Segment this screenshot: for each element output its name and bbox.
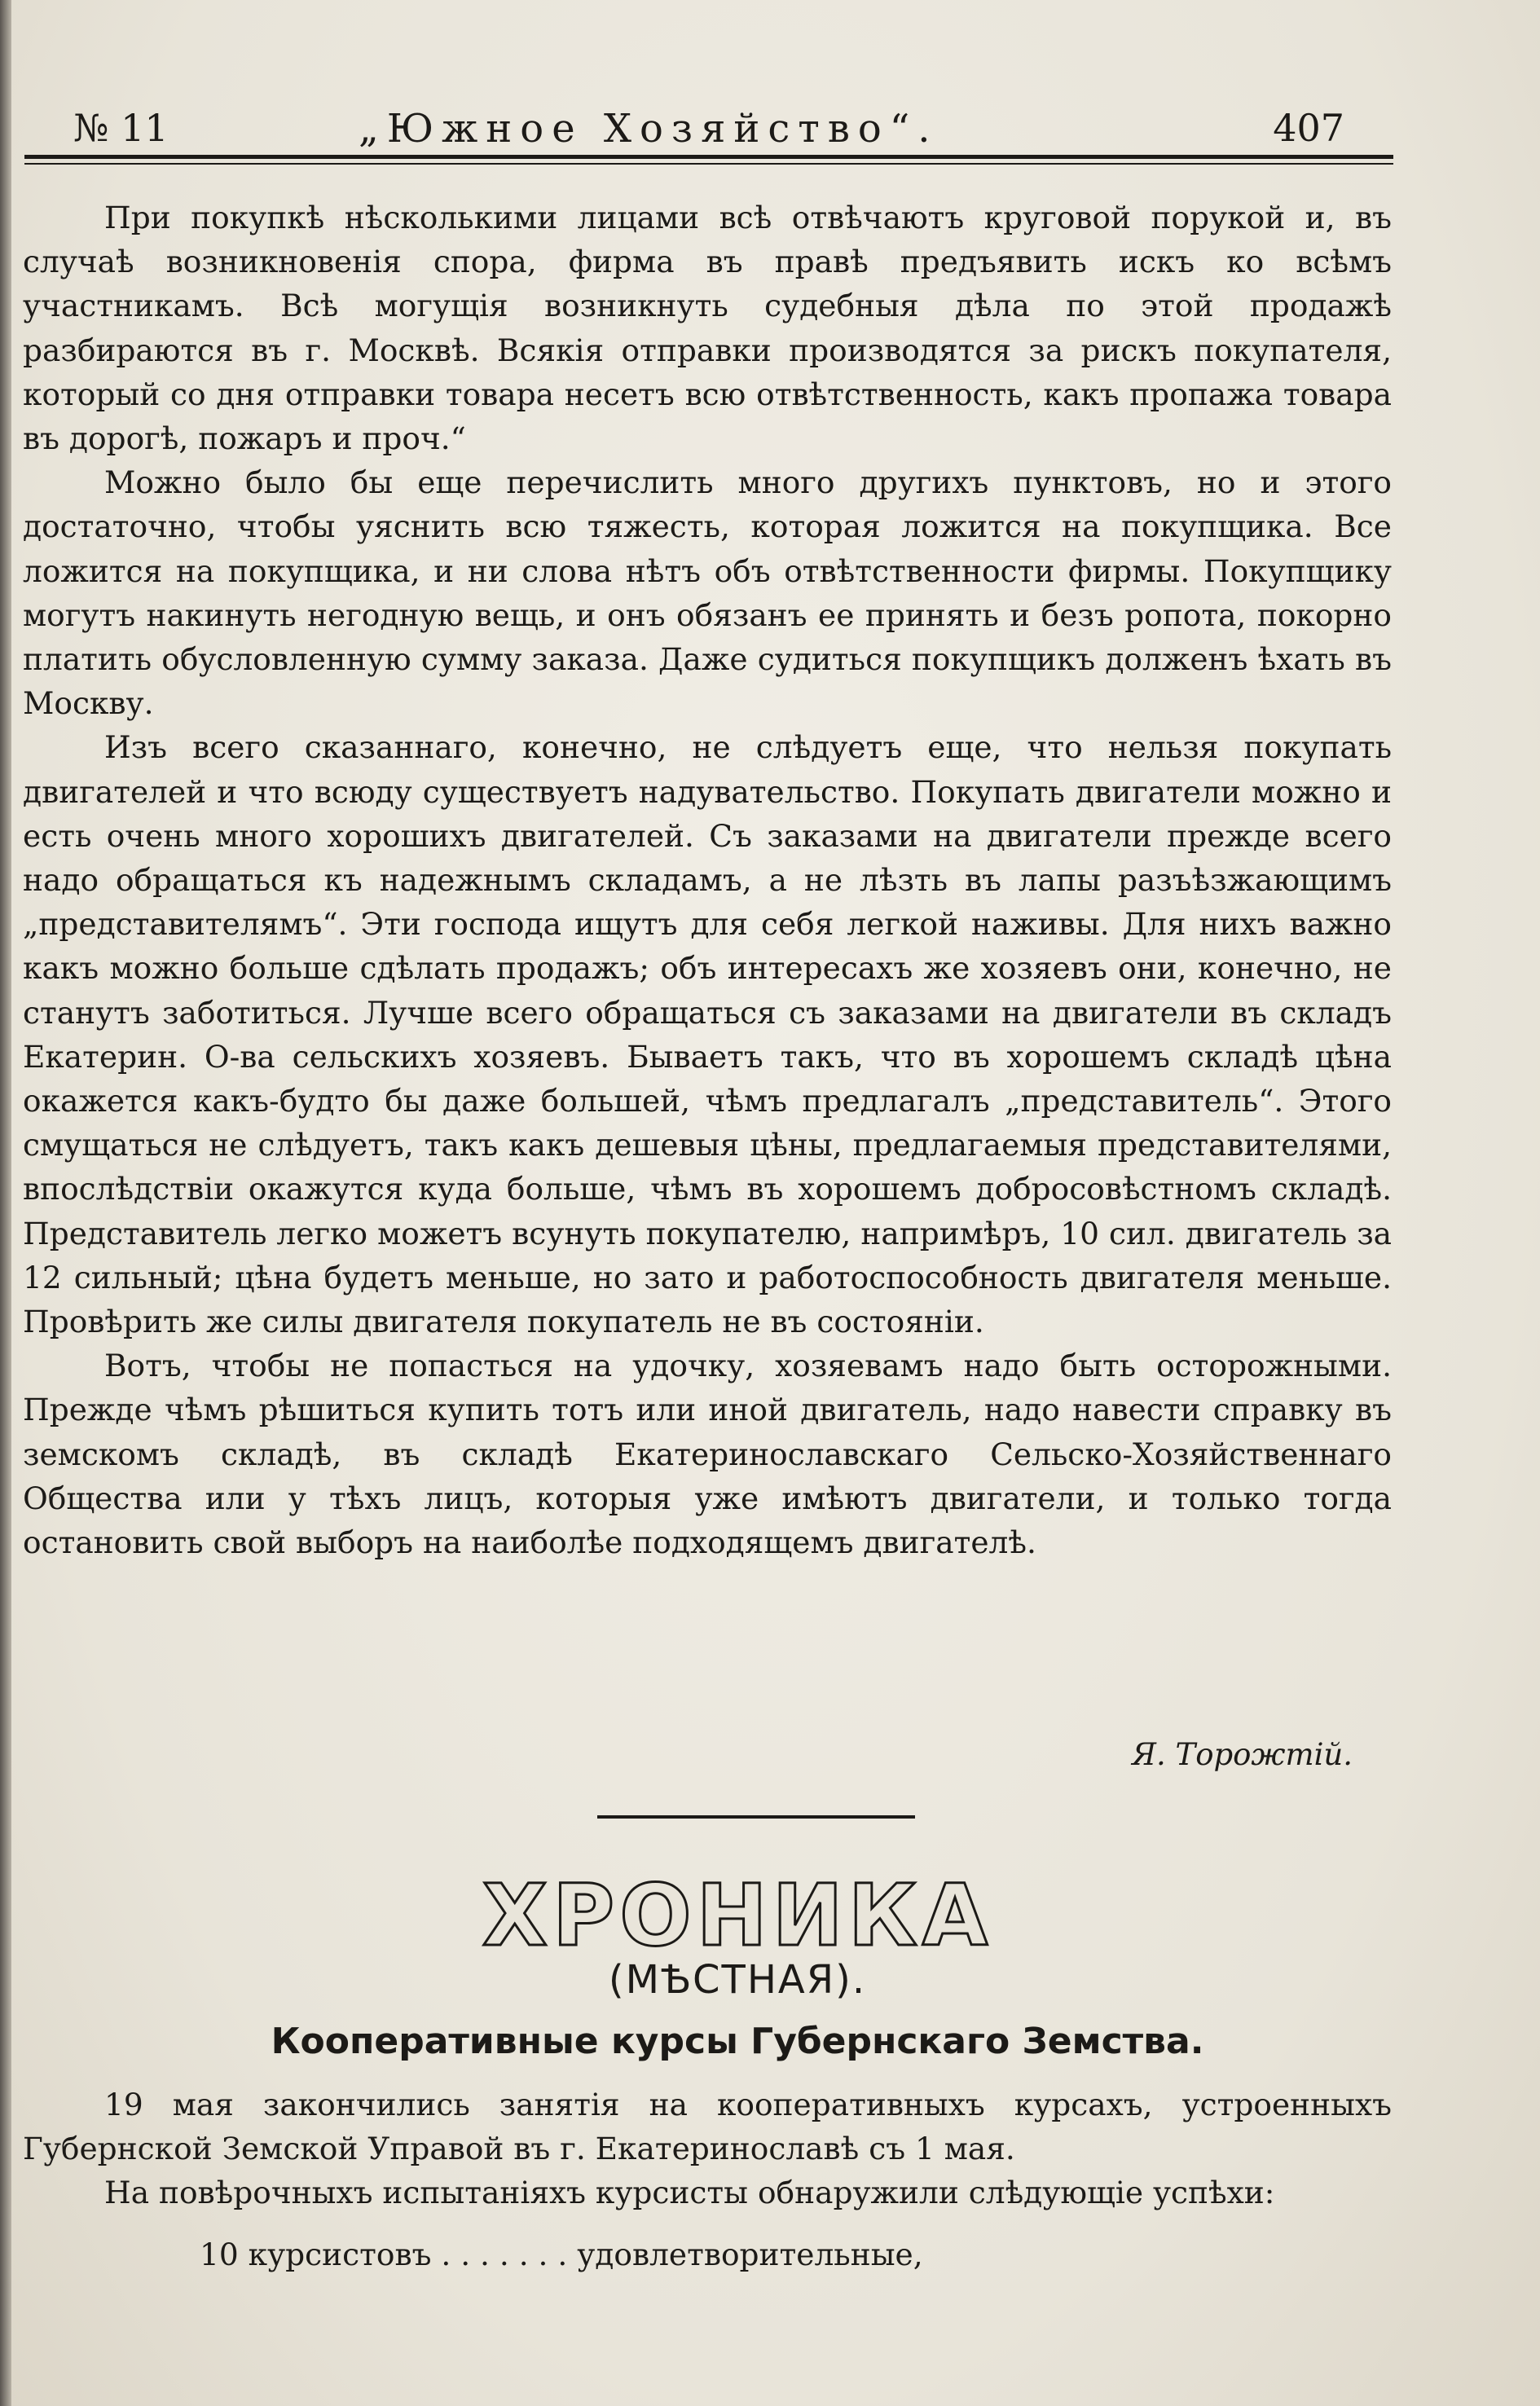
header-rule xyxy=(24,155,1393,159)
article-paragraph: Вотъ, чтобы не попасться на удочку, хозяевамъ надо быть осторожными. Прежде чѣмъ рѣшиться купить тотъ или иной двигатель, надо навести справку въ земскомъ складѣ, въ складѣ Екатеринославскаго Сельско-Хозяйственнаго Общества или у тѣхъ лицъ, которыя уже имѣютъ двигатели, и только тогда остановить свой выборъ на наиболѣе подходящемъ двигателѣ. xyxy=(23,1348,1392,1561)
author-signature: Я. Торожтій. xyxy=(1132,1737,1353,1772)
issue-number: № 11 xyxy=(73,106,169,150)
section-divider xyxy=(597,1815,915,1819)
chronicle-paragraph: 19 мая закончились занятія на кооперативныхъ курсахъ, устроенныхъ Губернской Земской Управой въ г. Екатеринославѣ съ 1 мая. xyxy=(23,2087,1392,2166)
chronicle-subtitle: (МѢСТНАЯ). xyxy=(608,1957,867,2003)
article-paragraph: При покупкѣ нѣсколькими лицами всѣ отвѣчаютъ круговой порукой и, въ случаѣ возникновенія спора, фирма въ правѣ предъявить искъ ко всѣмъ участникамъ. Всѣ могущія возникнуть судебныя дѣла по этой продажѣ разбираются въ г. Москвѣ. Всякія отправки производятся за рискъ покупателя, который со дня отправки товара несетъ всю отвѣтственность, какъ пропажа товара въ дорогѣ, пожаръ и проч.“ xyxy=(23,200,1392,457)
chronicle-paragraph: На повѣрочныхъ испытаніяхъ курсисты обнаружили слѣдующіе успѣхи: xyxy=(104,2175,1275,2210)
results-list-line: 10 курсистовъ . . . . . . . удовлетворительные, xyxy=(200,2237,923,2272)
article-paragraph: Можно было бы еще перечислить много другихъ пунктовъ, но и этого достаточно, чтобы уяснить всю тяжесть, которая ложится на покупщика. Все ложится на покупщика, и ни слова нѣтъ объ отвѣтственности фирмы. Покупщику могутъ накинуть негодную вещь, и онъ обязанъ ее принять и безъ ропота, покорно платить обусловленную сумму заказа. Даже судиться покупщикъ долженъ ѣхать въ Москву. xyxy=(23,464,1392,722)
page-header xyxy=(73,98,1344,155)
page-number: 407 xyxy=(1273,106,1344,150)
chronicle-body xyxy=(23,2083,1392,2215)
chronicle-title: ХРОНИКА xyxy=(482,1866,993,1965)
section-heading: Кооперативные курсы Губернскаго Земства. xyxy=(271,2021,1204,2062)
article-paragraph: Изъ всего сказаннаго, конечно, не слѣдуетъ еще, что нельзя покупать двигателей и что всюду существуетъ надувательство. Покупать двигатели можно и есть очень много хорошихъ двигателей. Съ заказами на двигатели прежде всего надо обращаться къ надежнымъ складамъ, а не лѣзть въ лапы разъѣзжающимъ „представителямъ“. Эти господа ищутъ для себя легкой наживы. Для нихъ важно какъ можно больше сдѣлать продажъ; объ интересахъ же хозяевъ они, конечно, не станутъ заботиться. Лучше всего обращаться съ заказами на двигатели въ складъ Екатерин. О-ва сельскихъ хозяевъ. Бываетъ такъ, что въ хорошемъ складѣ цѣна окажется какъ-будто бы даже большей, чѣмъ предлагалъ „представитель“. Этого смущаться не слѣдуетъ, такъ какъ дешевыя цѣны, предлагаемыя представителями, впослѣдствіи окажутся куда больше, чѣмъ въ хорошемъ добросовѣстномъ складѣ. Представитель легко можетъ всунуть покупателю, напримѣръ, 10 сил. двигатель за 12 сильный; цѣна будетъ меньше, но зато и работоспособность двигателя меньше. Провѣрить же силы двигателя покупатель не въ состояніи. xyxy=(23,729,1392,1340)
header-rule-thin xyxy=(24,163,1393,165)
article-body xyxy=(23,196,1392,1564)
journal-title: „Южное Хозяйство“. xyxy=(359,106,939,152)
